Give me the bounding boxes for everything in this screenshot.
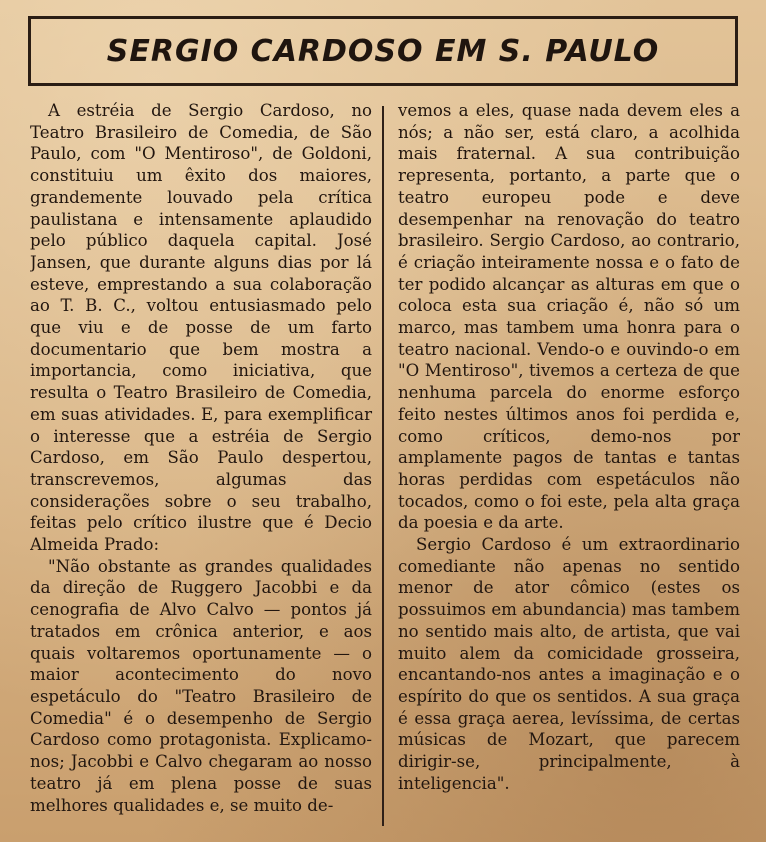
headline-box: [28, 16, 738, 86]
left-column: [30, 100, 382, 830]
paragraph-closing: Sergio Cardoso é um extraordinario comediante não apenas no sentido menor de ator cômico (estes os possuimos em abundancia) mas tambem no sentido mais alto, de artista, que vai muito alem da comicidade grosseira, encantando-nos antes a imaginação e o espírito do que os sentidos. A sua graça é essa graça aerea, levíssima, de certas músicas de Mozart, que parecem dirigir-se, principalmente, à inteligencia".: [398, 535, 741, 793]
right-column: [384, 100, 740, 830]
article-body: [30, 100, 740, 830]
paragraph-quote-start: "Não obstante as grandes qualidades da direção de Ruggero Jacobbi e da cenografia de Alvo Calvo — pontos já tratados em crônica anterior, e aos quais voltaremos oportunamente — o maior acontecimento do novo espetáculo do "Teatro Brasileiro de Comedia" é o desempenho de Sergio Cardoso como protagonista. Explicamo-nos; Jacobbi e Calvo chegaram ao nosso teatro já em plena posse de suas melhores qualidades e, se muito de-: [30, 556, 373, 815]
paragraph-continued: vemos a eles, quase nada devem eles a nós; a não ser, está claro, a acolhida mais fraternal. A sua contribuição representa, portanto, a parte que o teatro europeu pode e deve desempenhar na renovação do teatro brasileiro. Sergio Cardoso, ao contrario, é criação inteiramente nossa e o fato de ter podido alcançar as alturas em que o coloca esta sua criação é, não só um marco, mas tambem uma honra para o teatro nacional. Vendo-o e ouvindo-o em "O Mentiroso", tivemos a certeza de que nenhuma parcela do enorme esforço feito nestes últimos anos foi perdida e, como críticos, demo-nos por amplamente pagos de tantas e tantas horas perdidas com espetáculos não tocados, como o foi este, pela alta graça da poesia e da arte.: [398, 101, 741, 533]
headline: SERGIO CARDOSO EM S. PAULO: [106, 33, 660, 69]
paragraph-intro: A estréia de Sergio Cardoso, no Teatro Brasileiro de Comedia, de São Paulo, com "O Mentiroso", de Goldoni, constituiu um êxito dos maiores, grandemente louvado pela crítica paulistana e intensamente aplaudido pelo público daquela capital. José Jansen, que durante alguns dias por lá esteve, emprestando a sua colaboração ao T. B. C., voltou entusiasmado pelo que viu e de posse de um farto documentario que bem mostra a importancia, como iniciativa, que resulta o Teatro Brasileiro de Comedia, em suas atividades. E, para exemplificar o interesse que a estréia de Sergio Cardoso, em São Paulo despertou, transcrevemos, algumas das considerações sobre o seu trabalho, feitas pelo crítico ilustre que é Decio Almeida Prado:: [30, 101, 373, 555]
